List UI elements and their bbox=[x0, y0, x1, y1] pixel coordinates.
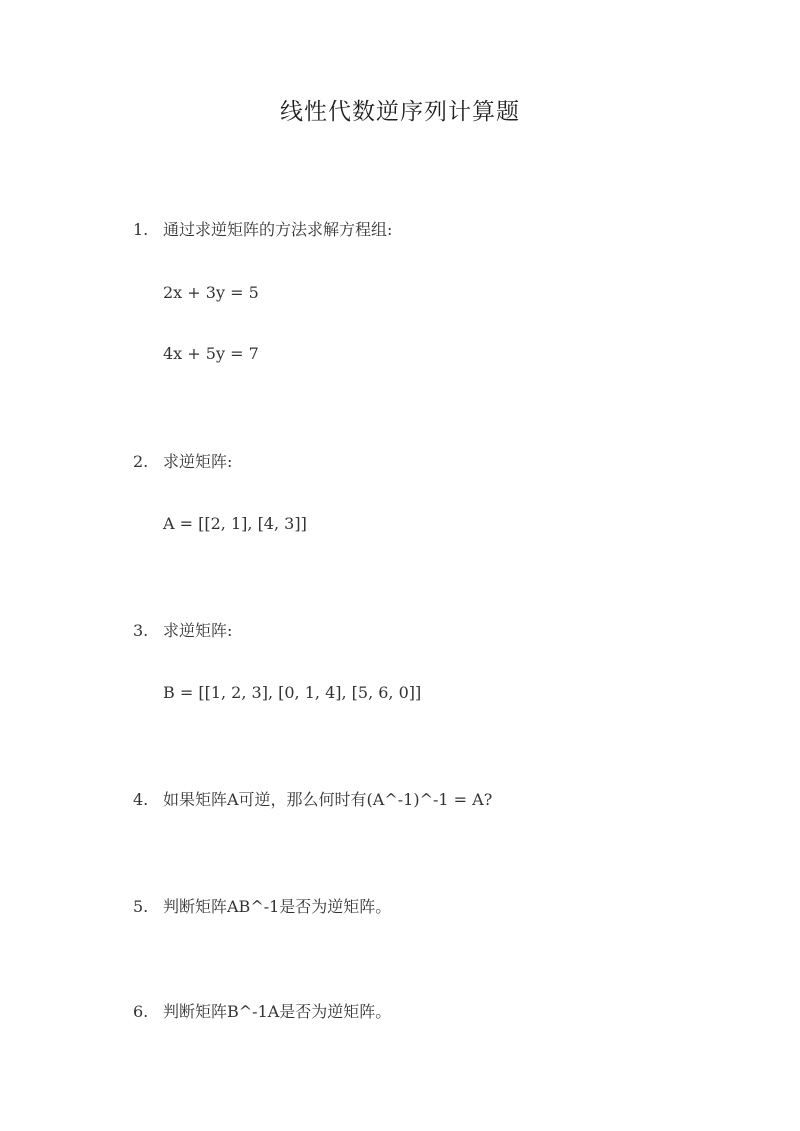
question-text: 求逆矩阵: bbox=[163, 452, 233, 471]
matrix-line: A = [[2, 1], [4, 3]] bbox=[163, 514, 307, 533]
question-number: 5. bbox=[133, 897, 149, 916]
equation-line: 2x + 3y = 5 bbox=[163, 283, 259, 302]
matrix-line: B = [[1, 2, 3], [0, 1, 4], [5, 6, 0]] bbox=[163, 683, 422, 702]
question-number: 3. bbox=[133, 621, 149, 640]
question-text: 通过求逆矩阵的方法求解方程组: bbox=[163, 220, 393, 239]
question-text: 判断矩阵B^-1A是否为逆矩阵。 bbox=[163, 1002, 392, 1021]
question-number: 1. bbox=[133, 220, 149, 239]
question-text: 如果矩阵A可逆，那么何时有(A^-1)^-1 = A? bbox=[163, 790, 493, 809]
equation-line: 4x + 5y = 7 bbox=[163, 344, 259, 363]
question-text: 判断矩阵AB^-1是否为逆矩阵。 bbox=[163, 897, 392, 916]
question-text: 求逆矩阵: bbox=[163, 621, 233, 640]
page-title: 线性代数逆序列计算题 bbox=[280, 99, 520, 125]
question-number: 6. bbox=[133, 1002, 149, 1021]
question-number: 4. bbox=[133, 790, 149, 809]
question-number: 2. bbox=[133, 452, 149, 471]
